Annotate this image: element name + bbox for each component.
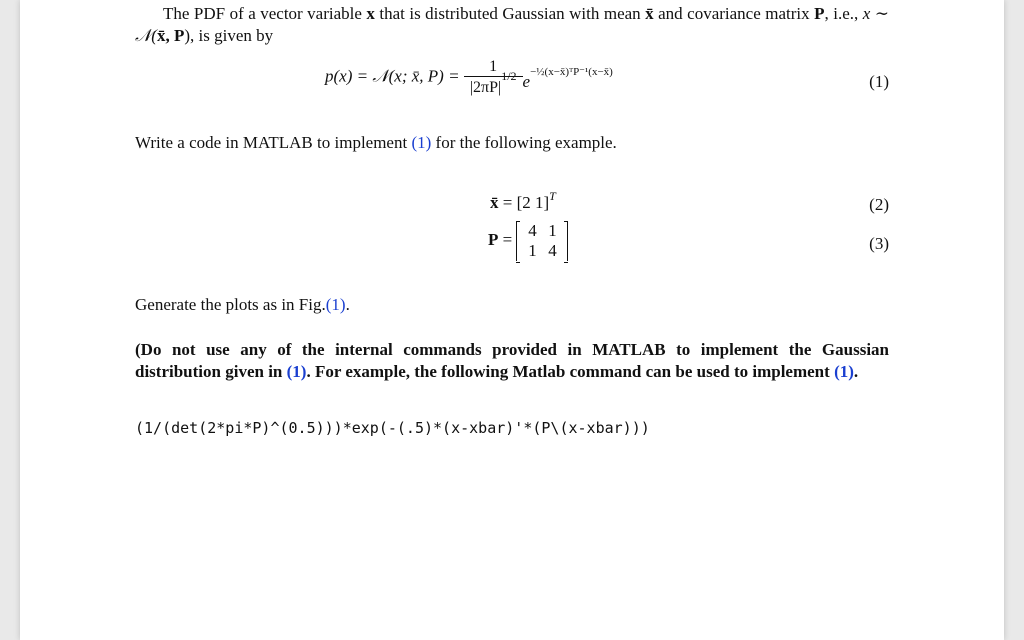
eq2-transpose: T <box>549 189 556 203</box>
note-text-1: (Do not use any of the internal commands provided in MATLAB to implement the Gaussian distribution given in <box>135 340 889 381</box>
eq1-numerator: 1 <box>489 58 498 75</box>
eq2-number: (2) <box>869 195 889 214</box>
generate-text-2: . <box>345 295 350 314</box>
matrix-row-2 <box>522 241 562 261</box>
eq2-lhs: x̄ <box>490 193 499 212</box>
generate-fig-ref-link[interactable]: (1) <box>325 295 346 314</box>
eq1-number: (1) <box>869 72 889 91</box>
equation-2 <box>490 189 556 213</box>
matrix-cell: 1 <box>548 221 557 240</box>
eq3-eq: = <box>498 229 513 249</box>
intro-text-3: and covariance matrix <box>653 4 810 23</box>
intro-paragraph <box>135 3 889 47</box>
note-eq-ref-link-2[interactable]: (1) <box>834 362 854 381</box>
intro-text-5: is given by <box>194 26 274 45</box>
eq1-fraction <box>464 58 523 97</box>
write-text-1: Write a code in MATLAB to implement <box>135 133 412 152</box>
eq1-denominator-base: |2πP| <box>469 79 502 96</box>
matrix-cell: 4 <box>548 241 557 260</box>
intro-distribution-close: ), <box>184 26 195 45</box>
intro-text-1: The PDF of a vector variable <box>163 4 367 23</box>
write-eq-ref-link[interactable]: (1) <box>411 133 432 152</box>
matrix-cell: 1 <box>528 241 537 260</box>
note-text-3: . <box>853 362 859 381</box>
intro-xbar-symbol: x̄ <box>645 4 654 23</box>
intro-x-symbol: x <box>366 4 375 23</box>
write-code-paragraph <box>135 132 617 154</box>
matlab-code-line: (1/(det(2*pi*P)^(0.5)))*exp(-(.5)*(x-xbar)'*(P\(x-xbar))) <box>135 419 650 437</box>
eq1-denominator <box>464 69 523 97</box>
equation-1 <box>325 58 613 97</box>
generate-plots-paragraph <box>135 294 350 316</box>
intro-text-4: , i.e., <box>824 4 863 23</box>
intro-text-2: that is distributed Gaussian with mean <box>374 4 646 23</box>
note-eq-ref-link-1[interactable]: (1) <box>286 362 307 381</box>
eq1-exponent: −½(x−x̄)ᵀP⁻¹(x−x̄) <box>530 66 613 79</box>
write-text-2: for the following example. <box>431 133 617 152</box>
equation-3 <box>488 221 568 261</box>
eq3-number: (3) <box>869 234 889 253</box>
eq3-lhs: P <box>488 229 499 249</box>
eq1-e: e <box>522 72 531 92</box>
note-paragraph <box>135 339 889 383</box>
generate-text-1: Generate the plots as in Fig. <box>135 295 326 314</box>
matrix-cell: 4 <box>528 221 537 240</box>
intro-P-symbol: P <box>814 4 825 23</box>
intro-distribution-args: x̄, P <box>156 26 185 45</box>
eq1-denominator-exponent: 1/2 <box>501 69 517 83</box>
document-page <box>20 0 1004 640</box>
matrix-row-1 <box>522 221 562 241</box>
intro-distribution-math: x ∼ 𝒩( <box>135 4 890 45</box>
eq2-rhs: = [2 1] <box>498 193 550 212</box>
note-text-2: . For example, the following Matlab command can be used to implement <box>306 362 835 381</box>
eq3-matrix <box>516 221 568 261</box>
eq1-lhs: p(x) = 𝒩(x; x̄, P) = <box>325 66 460 86</box>
